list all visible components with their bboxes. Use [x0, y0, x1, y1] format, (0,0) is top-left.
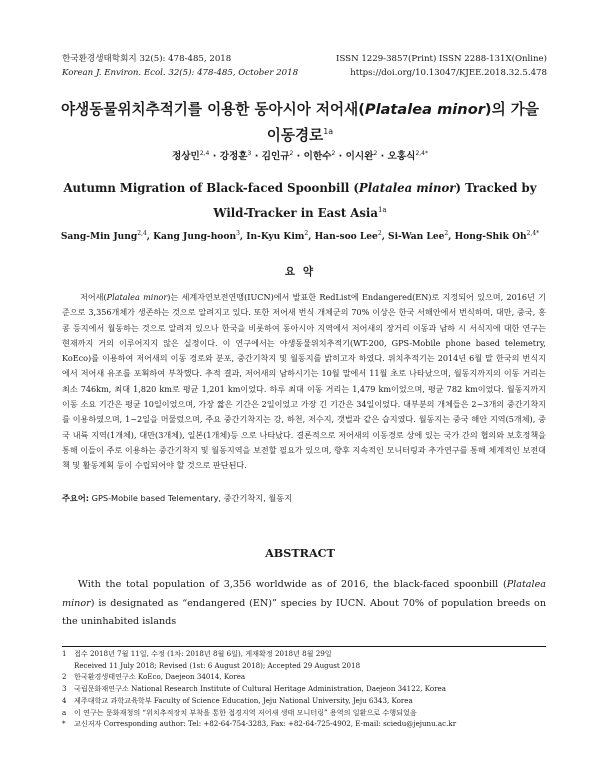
footnote: * 교신저자 Corresponding author: Tel: +82-64-754-3283, Fax: +82-64-725-4902, E-mail: sciedu@jejunu.ac.kr	[62, 719, 457, 729]
keywords-label: 주요어:	[62, 493, 90, 503]
author-en: Si-Wan Lee$^2$	[388, 230, 449, 243]
abstract-en-heading: ABSTRACT	[265, 546, 335, 560]
abstract-ko-heading: 요 약	[284, 266, 316, 278]
journal-identifiers	[336, 52, 547, 80]
title-korean	[40, 99, 560, 147]
title-en-species: Platalea minor	[358, 181, 456, 195]
keywords-value: GPS-Mobile based Telementary, 중간기착지, 월동지	[91, 493, 293, 503]
keywords	[62, 493, 292, 504]
author-list-english: Sang-Min Jung$^{2,4}$, Kang Jung-hoon$^3$, In-Kyu Kim$^2$, Han-soo Lee$^2$, Si-Wan Lee$^2$, Hong-Shik $Oh^{2,4*}$	[60, 230, 540, 243]
journal-citation-en: Korean J. Environ. Ecol. 32(5): 478-485, October 2018	[62, 68, 299, 78]
footnote: 2 한국환경생태연구소 KoEco, Daejeon 34014, Korea	[62, 672, 246, 682]
title-ko-footnote-mark: 1a	[323, 127, 334, 136]
author-separator: ·	[338, 151, 343, 162]
footnote: Received 11 July 2018; Revised (1st: 6 August 2018); Accepted 29 August 2018	[74, 660, 361, 670]
footnote: 1 접수 2018년 7월 11일, 수정 (1차: 2018년 8월 6일), 게재확정 2018년 8월 29일	[62, 649, 332, 658]
author-ko: 이한수$^2$	[303, 149, 336, 162]
author-en: Kang Jung-hoon$^3$	[153, 230, 240, 243]
footnotes	[62, 648, 560, 730]
author-ko: 오홍식$^{2,4*}$	[387, 149, 428, 162]
abstract-en-body: With the total population of 3,356 worldwide as of 2016, the black-faced spoonbill (Platalea minor) is designated as “endangered (EN)” species by IUCN. About 70% of population breeds on the uninhabited islands	[62, 579, 546, 628]
author-separator: ·	[212, 151, 217, 162]
journal-citation	[62, 52, 298, 80]
author-list-korean	[40, 148, 560, 162]
author-en: Han-soo Lee$^2$	[314, 230, 382, 243]
journal-citation-ko: 한국환경생태학회지 32(5): 478-485, 2018	[62, 54, 232, 64]
title-ko-species: Platalea minor	[364, 101, 485, 118]
title-en-footnote-mark: 1a	[377, 206, 387, 214]
footnote-divider	[62, 646, 546, 647]
author-ko: 김인규$^2$	[261, 149, 294, 162]
title-ko-part2: )의 가을	[484, 101, 539, 118]
author-ko: 강정훈$^3$	[219, 149, 252, 162]
author-separator: ·	[380, 151, 385, 162]
footnote: a 이 연구는 문화재청의 “위치추적장치 부착을 통한 접경지역 저어새 생태 모니터링” 용역의 일환으로 수행되었음	[62, 707, 417, 717]
issn: ISSN 1229-3857(Print) ISSN 2288-131X(Online)	[336, 54, 547, 64]
author-en: In-Kyu Kim$^2$	[246, 230, 309, 243]
author-separator: ·	[254, 151, 259, 162]
author-en: Hong-Shik $Oh^{2,4*}$	[454, 230, 540, 243]
title-ko-part1: 야생동물위치추적기를 이용한 동아시아 저어새(	[61, 101, 365, 118]
author-separator: ·	[296, 151, 301, 162]
author-ko: 정상민$^{2,4}$	[172, 149, 210, 162]
author-en: Sang-Min Jung$^{2,4}$	[60, 230, 147, 243]
title-ko-part3: 이동경로	[266, 126, 324, 144]
abstract-ko-body: 저어새(Platalea minor)는 세계자연보전연맹(IUCN)에서 발표한 RedList에 Endangered(EN)로 지정되어 있으며, 2016년 기준으로 3,356개체가 생존하는 것으로 알려지고 있다. 또한 저어새 번식 개체군의 70% 이상은 한국 서해안에서 번식하며, 대만, 중국, 홍콩 등지에서 월동하는 것으로 알려져 있으나 한국을 비롯하여 동아시아 지역에서 저어새의 장거리 이동과 남하 시 서식지에 대한 연구는 현재까지 거의 이루어지지 않은 실정이다. 이 연구에서는 야생동물위치추적기(WT-200, GPS-Mobile phone based telemetry, KoEco)를 이용하여 저어새의 이동 경로와 분포, 중간기착지 및 월동지를 밝히고자 하였다. 위치추적기는 2014년 6월 말 한국의 번식지에서 저어새 유조를 포획하여 부착했다. 추적 결과, 저어새의 남하시기는 10월 말에서 11월 초로 나타났으며, 월동지까지의 이동 거리는 최소 746km, 최대 1,820 km로 평균 1,201 km이었다. 하루 최대 이동 거리는 1,479 km이었으며, 평균 782 km이었다. 월동지까지 이동 소요 기간은 평균 10일이었으며, 가장 짧은 기간은 2일이었고 가장 긴 기간은 34일이었다. 대부분의 개체들은 2~3개의 중간기착지를 이용하였으며, 1~2일을 머물렀으며, 주요 중간기착지는 강, 하천, 저수지, 갯벌과 같은 습지였다. 월동지는 중국 해안 지역(5개체), 중국 내륙 지역(1개체), 대만(3개체), 일본(1개체)등 으로 나타났다. 결론적으로 저어새의 이동경로 상에 있는 국가 간의 협의와 보호정책을 통해 이들이 주로 이용하는 중간기착지 및 월동지역을 보전할 필요가 있으며, 향후 지속적인 모니터링과 추가연구를 통해 체계적인 보전대책 및 활동계획 등이 수립되어야 할 것으로 판단된다.	[62, 292, 546, 471]
title-english: Autumn Migration of Black-faced Spoonbill (Platalea minor) Tracked by Wild-Tracker in East Asia$^{1a}$	[63, 181, 537, 220]
doi-link[interactable]: https://doi.org/10.13047/KJEE.2018.32.5.478	[350, 68, 547, 78]
footnote: 4 제주대학교 과학교육학부 Faculty of Science Education, Jeju National University, Jeju 6343, Korea	[62, 695, 413, 705]
author-ko: 이시완$^2$	[345, 149, 378, 162]
footnote: 3 국립문화재연구소 National Research Institute of Cultural Heritage Administration, Daejeon 34122, Korea	[62, 684, 446, 694]
